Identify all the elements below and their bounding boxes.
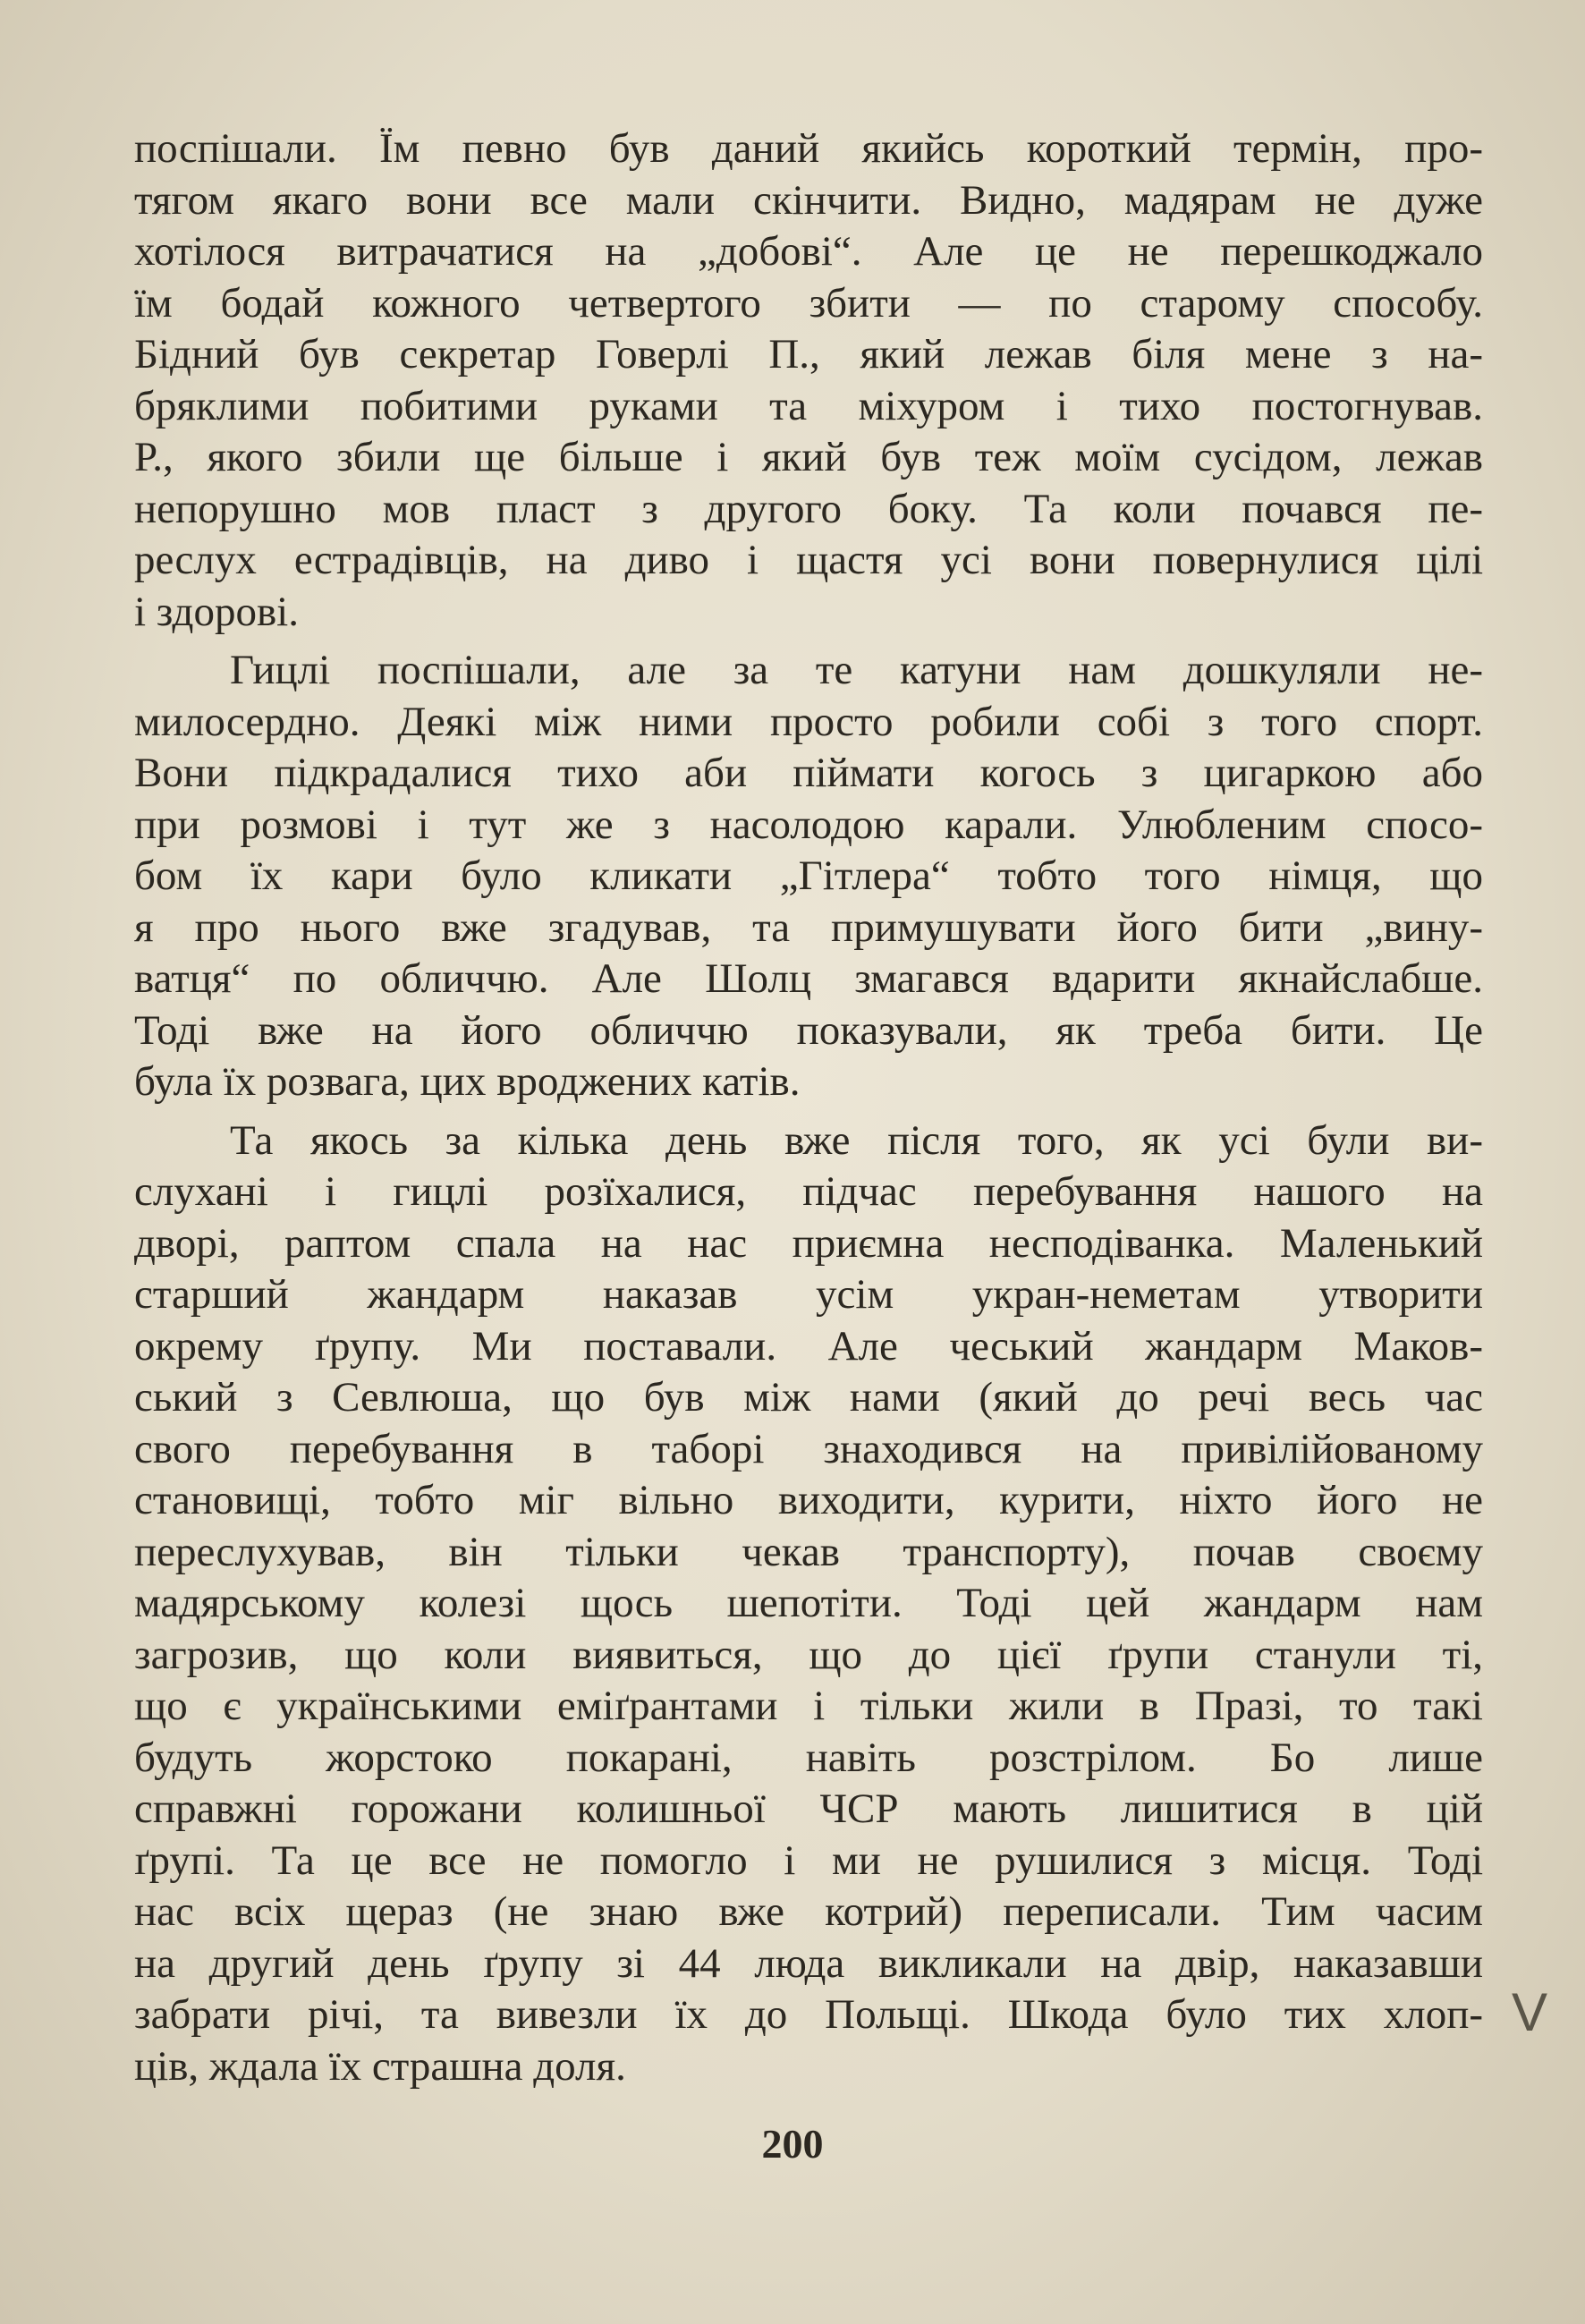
text-line: Вони підкрадалися тихо аби піймати когось з цигаркою або xyxy=(134,750,1483,796)
text-line: бом їх кари було кликати „Гітлера“ тобто того німця, що xyxy=(134,852,1483,899)
text-line: ців, ждала їх страшна доля. xyxy=(134,2042,626,2090)
text-line: окрему ґрупу. Ми поставали. Але чеський жандарм Маков- xyxy=(134,1322,1483,1370)
text-line: їм бодай кожного четвертого збити — по старому способу. xyxy=(134,279,1483,327)
text-line: становищі, тобто міг вільно виходити, курити, ніхто його не xyxy=(134,1477,1483,1523)
text-line: слухані і гицлі розїхалися, підчас перебування нашого на xyxy=(134,1168,1483,1215)
margin-handwritten-mark: V xyxy=(1512,1982,1548,2042)
text-line: я про нього вже згадував, та примушувати його бити „вину- xyxy=(134,903,1483,951)
text-line: нас всіх щераз (не знаю вже котрий) переписали. Тим часим xyxy=(134,1888,1483,1935)
text-line: на другий день ґрупу зі 44 люда викликали на двір, наказавши xyxy=(134,1939,1483,1987)
text-line: мадярському колезі щось шепотіти. Тоді цей жандарм нам xyxy=(134,1580,1483,1626)
paragraph xyxy=(134,645,1483,1108)
paragraph xyxy=(134,1115,1483,2093)
text-line: Р., якого збили ще більше і який був теж моїм сусідом, лежав xyxy=(134,434,1483,480)
text-line: ський з Севлюша, що був між нами (який до речі весь час xyxy=(134,1374,1483,1421)
text-line: і здорові. xyxy=(134,588,299,635)
text-line: поспішали. Їм певно був даний якийсь короткий термін, про- xyxy=(134,125,1483,172)
text-line: забрати річі, та вивезли їх до Польщі. Шкода було тих хлоп- xyxy=(134,1991,1483,2038)
text-line: хотілося витрачатися на „добові“. Але це не перешкоджало xyxy=(134,228,1483,275)
text-line: переслухував, він тільки чекав транспорту), почав своєму xyxy=(134,1528,1483,1575)
paragraph xyxy=(134,123,1483,638)
text-line: непорушно мов пласт з другого боку. Та коли почався пе- xyxy=(134,485,1483,532)
text-line: милосердно. Деякі між ними просто робили собі з того спорт. xyxy=(134,698,1483,745)
text-line: Гицлі поспішали, але за те катуни нам дошкуляли не- xyxy=(230,647,1483,693)
text-line: Та якось за кілька день вже після того, як усі були ви- xyxy=(230,1116,1483,1164)
text-line: дворі, раптом спала на нас приємна несподіванка. Маленький xyxy=(134,1219,1483,1267)
text-line: ватця“ по обличчю. Але Шолц змагався вдарити якнайслабше. xyxy=(134,955,1483,1002)
text-line: що є українськими еміґрантами і тільки жили в Празі, то такі xyxy=(134,1683,1483,1729)
text-line: реслух естрадівців, на диво і щастя усі вони повернулися цілі xyxy=(134,537,1483,583)
text-line: свого перебування в таборі знаходився на привілійованому xyxy=(134,1425,1483,1472)
text-line: тягом якаго вони все мали скінчити. Видно, мадярам не дуже xyxy=(134,176,1483,224)
text-line: Бідний був секретар Говерлі П., який лежав біля мене з на- xyxy=(134,331,1483,377)
text-line: будуть жорстоко покарані, навіть розстрілом. Бо лише xyxy=(134,1734,1483,1781)
text-line: Тоді вже на його обличчю показували, як треба бити. Це xyxy=(134,1006,1483,1054)
text-line: при розмові і тут же з насолодою карали. Улюбленим спосо- xyxy=(134,801,1483,848)
page-number: 200 xyxy=(761,2121,824,2167)
text-line: була їх розвага, цих вроджених катів. xyxy=(134,1058,801,1105)
text-line: загрозив, що коли виявиться, що до цієї ґрупи станули ті, xyxy=(134,1631,1483,1678)
text-line: старший жандарм наказав усім укран-неметам утворити xyxy=(134,1271,1483,1318)
page-body-text xyxy=(134,123,1483,2092)
text-line: справжні горожани колишньої ЧСР мають лишитися в цій xyxy=(134,1785,1483,1832)
text-line: бряклими побитими руками та міхуром і тихо постогнував. xyxy=(134,382,1483,429)
text-line: ґрупі. Та це все не помогло і ми не рушилися з місця. Тоді xyxy=(134,1836,1483,1884)
